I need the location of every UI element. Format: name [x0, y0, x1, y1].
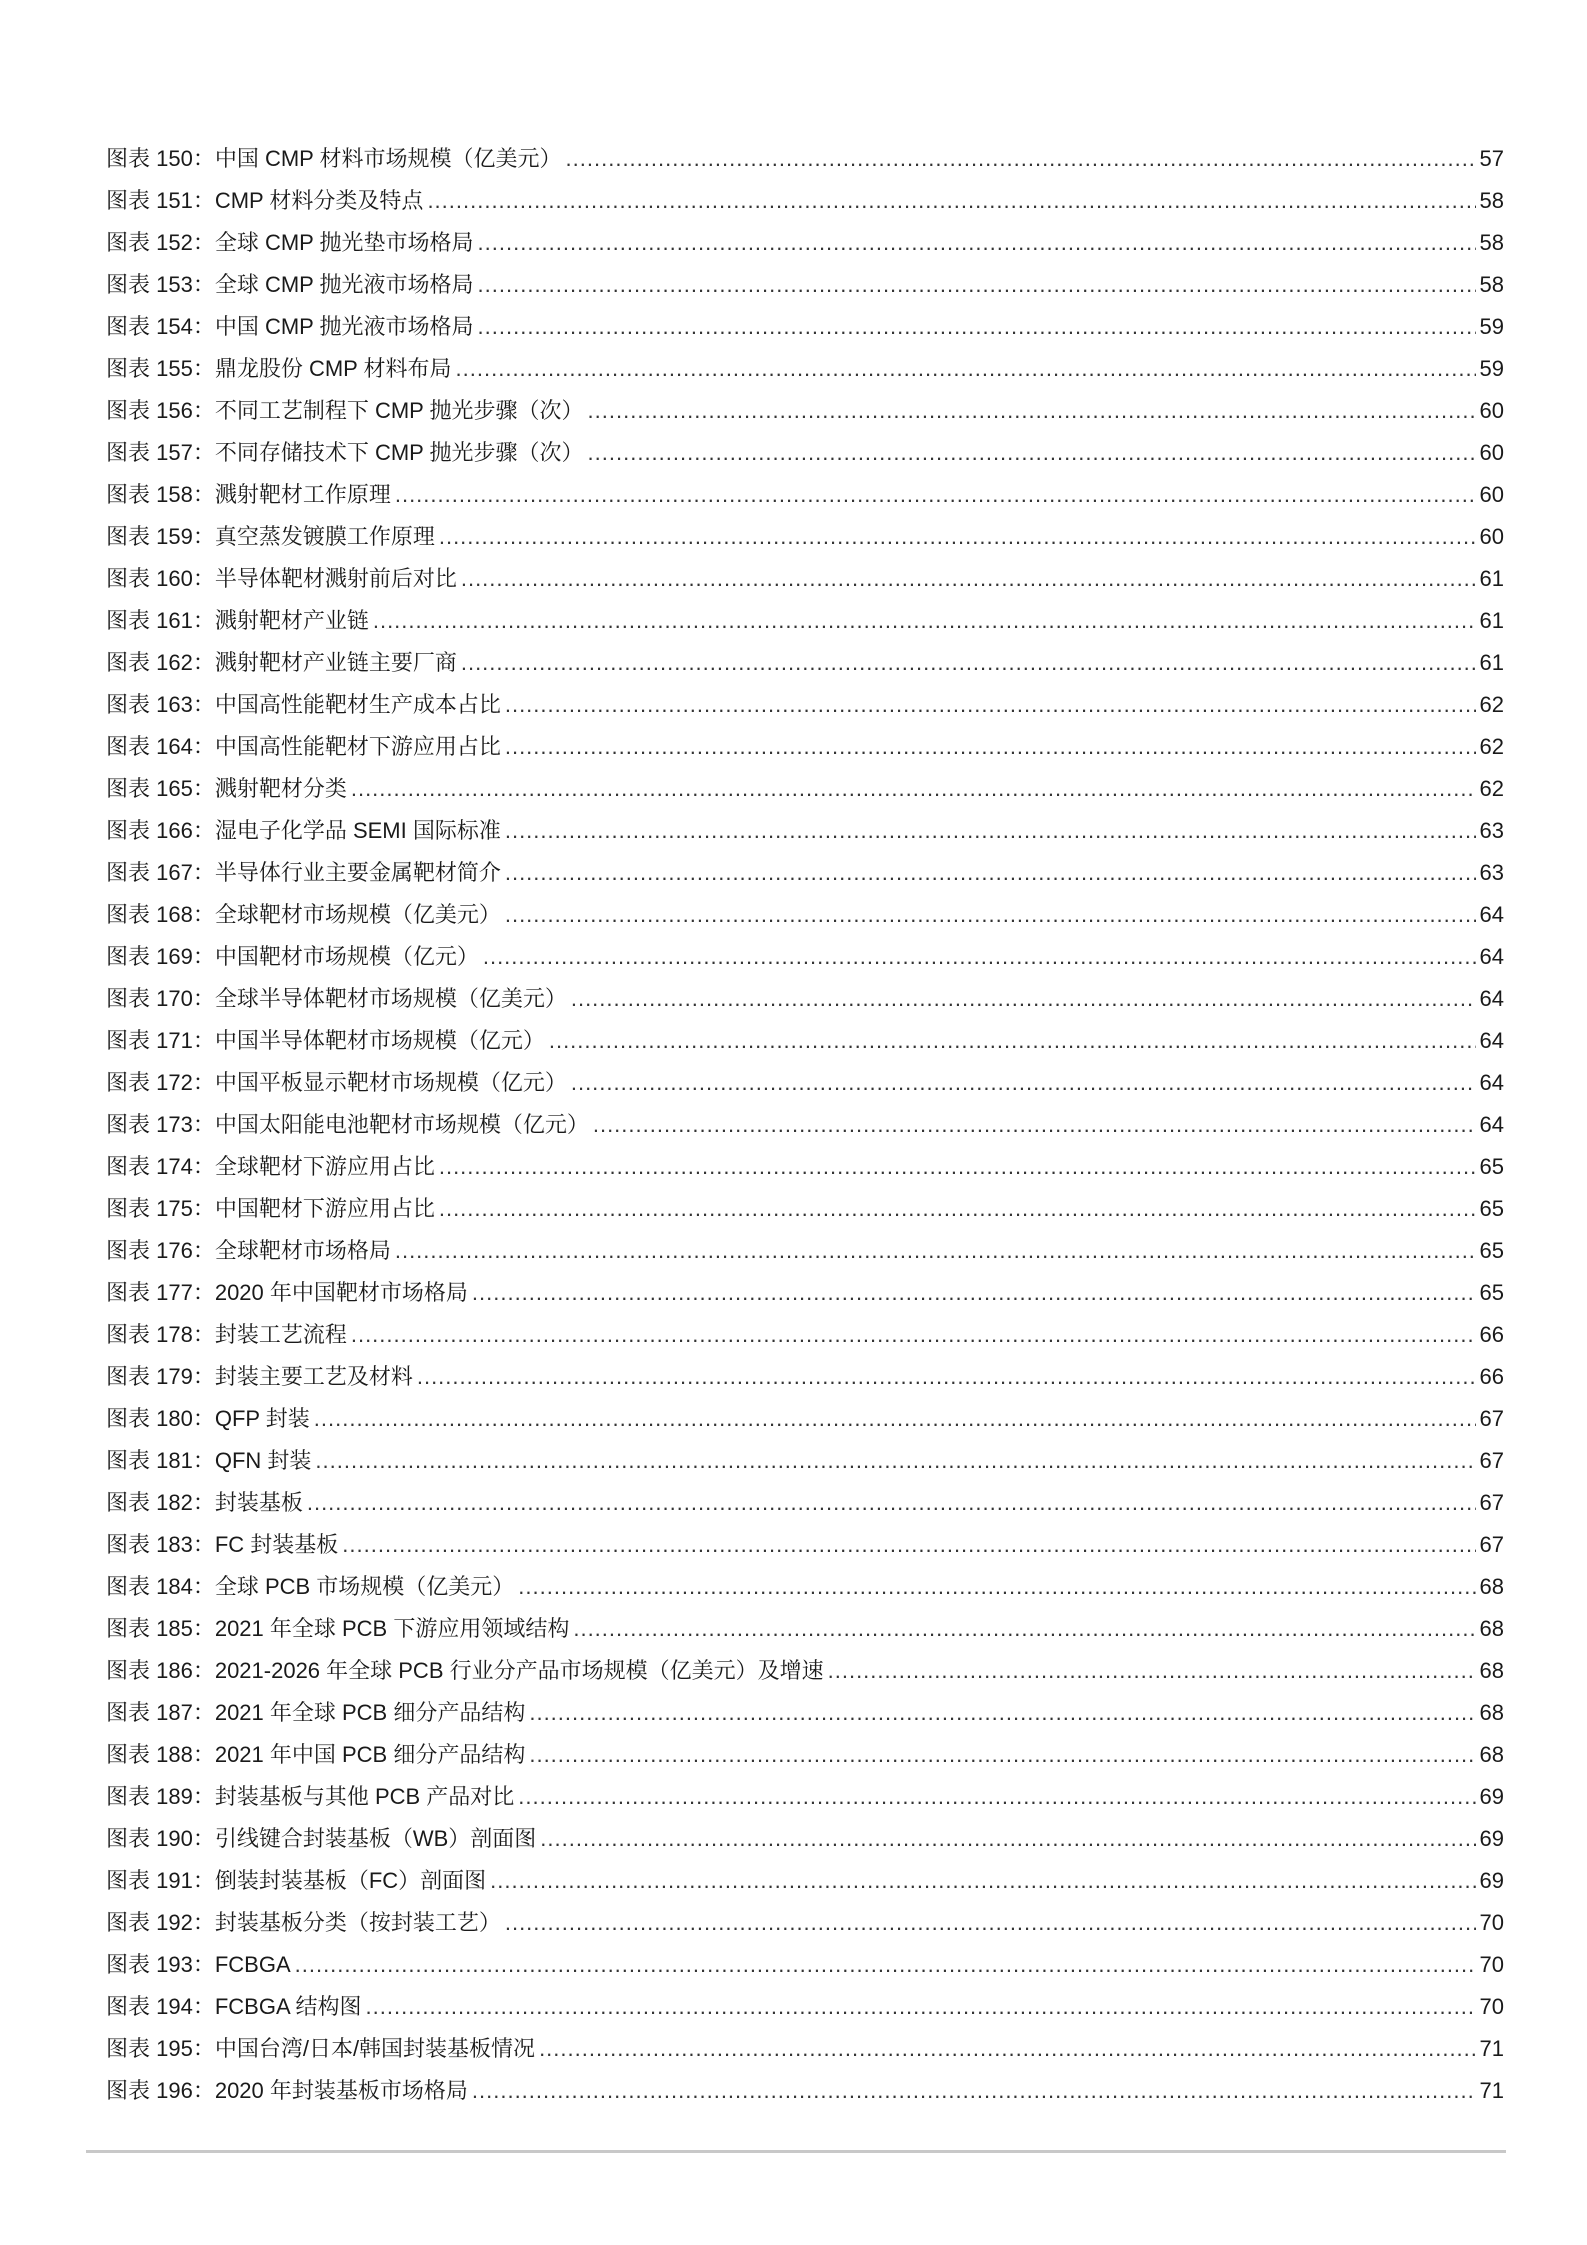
- toc-entry-label: 图表 176：: [106, 1238, 215, 1263]
- toc-entry-title: QFN 封装: [214, 1448, 312, 1473]
- dot-leader: [439, 1188, 1476, 1230]
- toc-entry-title: 全球 PCB 市场规模（亿美元）: [214, 1574, 515, 1599]
- dot-leader: [342, 1524, 1475, 1566]
- toc-entry-page-number: 63: [1479, 818, 1504, 843]
- toc-entry-page-number: 67: [1479, 1532, 1504, 1557]
- toc-entry[interactable]: [106, 1440, 1504, 1482]
- dot-leader: [472, 1272, 1476, 1314]
- dot-leader: [573, 1608, 1475, 1650]
- toc-entry[interactable]: [106, 810, 1504, 852]
- toc-entry-page-number: 61: [1479, 650, 1504, 675]
- dot-leader: [518, 1776, 1475, 1818]
- toc-entry[interactable]: [106, 852, 1504, 894]
- dot-leader: [490, 1860, 1475, 1902]
- toc-entry[interactable]: [106, 978, 1504, 1020]
- toc-entry-page-number: 64: [1479, 1070, 1504, 1095]
- dot-leader: [588, 432, 1476, 474]
- dot-leader: [529, 1692, 1475, 1734]
- toc-entry-title: 封装基板: [214, 1490, 303, 1515]
- toc-entry-page-number: 71: [1479, 2036, 1504, 2061]
- toc-entry[interactable]: [106, 894, 1504, 936]
- toc-entry-label: 图表 154：: [106, 314, 215, 339]
- toc-entry-title: 2021-2026 年全球 PCB 行业分产品市场规模（亿美元）及增速: [214, 1658, 824, 1683]
- toc-entry-title: 中国高性能靶材下游应用占比: [214, 734, 501, 759]
- toc-entry-page-number: 69: [1479, 1784, 1504, 1809]
- toc-entry-page-number: 67: [1479, 1490, 1504, 1515]
- toc-entry-label: 图表 180：: [106, 1406, 215, 1431]
- toc-entry-label: 图表 163：: [106, 692, 215, 717]
- toc-entry-label: 图表 160：: [106, 566, 215, 591]
- dot-leader: [461, 558, 1476, 600]
- toc-entry[interactable]: [106, 1146, 1504, 1188]
- dot-leader: [540, 1818, 1475, 1860]
- toc-entry[interactable]: [106, 1692, 1504, 1734]
- toc-entry-page-number: 59: [1479, 314, 1504, 339]
- toc-entry-title: 2021 年全球 PCB 下游应用领域结构: [214, 1616, 570, 1641]
- toc-entry-title: 中国 CMP 材料市场规模（亿美元）: [214, 146, 562, 171]
- toc-entry-page-number: 67: [1479, 1406, 1504, 1431]
- toc-entry-title: 溅射靶材产业链: [214, 608, 369, 633]
- toc-entry-page-number: 70: [1479, 1952, 1504, 1977]
- toc-entry-label: 图表 179：: [106, 1364, 215, 1389]
- toc-entry[interactable]: [106, 1986, 1504, 2028]
- toc-entry[interactable]: [106, 1314, 1504, 1356]
- toc-entry-page-number: 68: [1479, 1574, 1504, 1599]
- toc-entry-title: 全球靶材下游应用占比: [214, 1154, 435, 1179]
- dot-leader: [307, 1482, 1476, 1524]
- toc-entry-title: QFP 封装: [214, 1406, 310, 1431]
- dot-leader: [505, 1902, 1476, 1944]
- toc-entry[interactable]: [106, 348, 1504, 390]
- toc-entry-label: 图表 191：: [106, 1868, 215, 1893]
- dot-leader: [456, 348, 1476, 390]
- dot-leader: [351, 1314, 1476, 1356]
- toc-entry-page-number: 68: [1479, 1658, 1504, 1683]
- dot-leader: [518, 1566, 1475, 1608]
- toc-entry-title: 全球靶材市场格局: [214, 1238, 391, 1263]
- toc-entry-title: 封装主要工艺及材料: [214, 1364, 413, 1389]
- toc-entry-label: 图表 195：: [106, 2036, 215, 2061]
- toc-entry-title: 封装基板分类（按封装工艺）: [214, 1910, 501, 1935]
- dot-leader: [366, 1986, 1476, 2028]
- toc-entry[interactable]: [106, 222, 1504, 264]
- dot-leader: [314, 1398, 1476, 1440]
- toc-entry-title: 中国 CMP 抛光液市场格局: [214, 314, 474, 339]
- toc-entry[interactable]: [106, 432, 1504, 474]
- toc-entry[interactable]: [106, 1944, 1504, 1986]
- dot-leader: [295, 1944, 1476, 1986]
- toc-entry-label: 图表 159：: [106, 524, 215, 549]
- toc-entry[interactable]: [106, 600, 1504, 642]
- dot-leader: [505, 852, 1476, 894]
- dot-leader: [505, 810, 1476, 852]
- toc-entry-label: 图表 167：: [106, 860, 215, 885]
- toc-entry-title: 全球 CMP 抛光液市场格局: [214, 272, 474, 297]
- toc-entry[interactable]: [106, 1104, 1504, 1146]
- toc-entry[interactable]: [106, 1734, 1504, 1776]
- dot-leader: [439, 1146, 1476, 1188]
- toc-entry[interactable]: [106, 726, 1504, 768]
- toc-entry-title: 鼎龙股份 CMP 材料布局: [214, 356, 452, 381]
- toc-entry-page-number: 64: [1479, 944, 1504, 969]
- toc-entry[interactable]: [106, 1818, 1504, 1860]
- dot-leader: [539, 2028, 1475, 2070]
- toc-entry[interactable]: [106, 1188, 1504, 1230]
- toc-entry-title: 溅射靶材工作原理: [214, 482, 391, 507]
- dot-leader: [483, 936, 1476, 978]
- toc-entry-label: 图表 188：: [106, 1742, 215, 1767]
- table-of-figures: [106, 138, 1504, 2112]
- toc-entry-label: 图表 168：: [106, 902, 215, 927]
- toc-entry-label: 图表 189：: [106, 1784, 215, 1809]
- dot-leader: [828, 1650, 1476, 1692]
- toc-entry-page-number: 60: [1479, 398, 1504, 423]
- toc-entry-title: 全球半导体靶材市场规模（亿美元）: [214, 986, 567, 1011]
- toc-entry[interactable]: [106, 1566, 1504, 1608]
- toc-entry-page-number: 57: [1479, 146, 1504, 171]
- toc-entry-page-number: 60: [1479, 524, 1504, 549]
- toc-entry-title: 引线键合封装基板（WB）剖面图: [214, 1826, 537, 1851]
- toc-entry-page-number: 64: [1479, 1028, 1504, 1053]
- toc-entry[interactable]: [106, 642, 1504, 684]
- toc-entry-title: 中国靶材下游应用占比: [214, 1196, 435, 1221]
- toc-entry-label: 图表 173：: [106, 1112, 215, 1137]
- toc-entry-title: 不同工艺制程下 CMP 抛光步骤（次）: [214, 398, 584, 423]
- toc-entry[interactable]: [106, 138, 1504, 180]
- toc-entry-page-number: 66: [1479, 1322, 1504, 1347]
- toc-entry-title: 2021 年全球 PCB 细分产品结构: [214, 1700, 526, 1725]
- dot-leader: [529, 1734, 1475, 1776]
- toc-entry-page-number: 67: [1479, 1448, 1504, 1473]
- dot-leader: [373, 600, 1476, 642]
- dot-leader: [566, 138, 1476, 180]
- toc-entry-page-number: 62: [1479, 734, 1504, 759]
- dot-leader: [427, 180, 1475, 222]
- toc-entry-title: 不同存储技术下 CMP 抛光步骤（次）: [214, 440, 584, 465]
- toc-entry-page-number: 60: [1479, 440, 1504, 465]
- toc-entry-label: 图表 166：: [106, 818, 215, 843]
- dot-leader: [417, 1356, 1476, 1398]
- toc-entry-label: 图表 193：: [106, 1952, 215, 1977]
- dot-leader: [505, 684, 1476, 726]
- toc-entry-page-number: 64: [1479, 986, 1504, 1011]
- toc-entry-title: 溅射靶材分类: [214, 776, 347, 801]
- toc-entry-page-number: 61: [1479, 566, 1504, 591]
- toc-entry-label: 图表 181：: [106, 1448, 215, 1473]
- toc-entry[interactable]: [106, 1272, 1504, 1314]
- toc-entry[interactable]: [106, 2028, 1504, 2070]
- dot-leader: [478, 306, 1476, 348]
- dot-leader: [505, 726, 1476, 768]
- dot-leader: [395, 1230, 1476, 1272]
- toc-entry-page-number: 65: [1479, 1154, 1504, 1179]
- toc-entry[interactable]: [106, 390, 1504, 432]
- toc-entry-label: 图表 164：: [106, 734, 215, 759]
- dot-leader: [395, 474, 1476, 516]
- toc-entry-label: 图表 153：: [106, 272, 215, 297]
- toc-entry-label: 图表 170：: [106, 986, 215, 1011]
- toc-entry-page-number: 70: [1479, 1910, 1504, 1935]
- toc-entry-page-number: 68: [1479, 1742, 1504, 1767]
- toc-entry-label: 图表 183：: [106, 1532, 215, 1557]
- toc-entry-label: 图表 185：: [106, 1616, 215, 1641]
- toc-entry-label: 图表 155：: [106, 356, 215, 381]
- toc-entry-label: 图表 150：: [106, 146, 215, 171]
- toc-entry-label: 图表 178：: [106, 1322, 215, 1347]
- toc-entry-title: 封装基板与其他 PCB 产品对比: [214, 1784, 515, 1809]
- toc-entry[interactable]: [106, 684, 1504, 726]
- toc-entry-title: 中国靶材市场规模（亿元）: [214, 944, 479, 969]
- toc-entry[interactable]: [106, 516, 1504, 558]
- toc-entry-label: 图表 182：: [106, 1490, 215, 1515]
- toc-entry-page-number: 69: [1479, 1868, 1504, 1893]
- toc-entry-title: CMP 材料分类及特点: [214, 188, 424, 213]
- toc-entry-page-number: 62: [1479, 692, 1504, 717]
- dot-leader: [571, 1062, 1476, 1104]
- toc-entry-page-number: 59: [1479, 356, 1504, 381]
- toc-entry[interactable]: [106, 1776, 1504, 1818]
- toc-entry-page-number: 64: [1479, 902, 1504, 927]
- toc-entry-page-number: 62: [1479, 776, 1504, 801]
- toc-entry-page-number: 58: [1479, 188, 1504, 213]
- toc-entry-label: 图表 152：: [106, 230, 215, 255]
- toc-entry-label: 图表 156：: [106, 398, 215, 423]
- toc-entry-label: 图表 187：: [106, 1700, 215, 1725]
- toc-entry[interactable]: [106, 1902, 1504, 1944]
- toc-entry-label: 图表 165：: [106, 776, 215, 801]
- toc-entry-title: 半导体靶材溅射前后对比: [214, 566, 457, 591]
- toc-entry-label: 图表 172：: [106, 1070, 215, 1095]
- toc-entry-label: 图表 196：: [106, 2078, 215, 2103]
- toc-entry[interactable]: [106, 474, 1504, 516]
- dot-leader: [478, 264, 1476, 306]
- toc-entry-title: 全球 CMP 抛光垫市场格局: [214, 230, 474, 255]
- dot-leader: [478, 222, 1476, 264]
- toc-entry-label: 图表 184：: [106, 1574, 215, 1599]
- dot-leader: [593, 1104, 1476, 1146]
- toc-entry[interactable]: [106, 306, 1504, 348]
- toc-entry[interactable]: [106, 1020, 1504, 1062]
- toc-entry-title: 真空蒸发镀膜工作原理: [214, 524, 435, 549]
- toc-entry-label: 图表 169：: [106, 944, 215, 969]
- toc-entry[interactable]: [106, 1650, 1504, 1692]
- toc-entry-title: 倒装封装基板（FC）剖面图: [214, 1868, 487, 1893]
- toc-entry-title: 2020 年封装基板市场格局: [214, 2078, 468, 2103]
- toc-entry-page-number: 70: [1479, 1994, 1504, 2019]
- toc-entry[interactable]: [106, 2070, 1504, 2112]
- dot-leader: [439, 516, 1476, 558]
- toc-entry[interactable]: [106, 1062, 1504, 1104]
- toc-entry[interactable]: [106, 1860, 1504, 1902]
- dot-leader: [472, 2070, 1476, 2112]
- toc-entry-title: 湿电子化学品 SEMI 国际标准: [214, 818, 501, 843]
- toc-entry-title: 封装工艺流程: [214, 1322, 347, 1347]
- toc-entry-page-number: 66: [1479, 1364, 1504, 1389]
- toc-entry-title: 全球靶材市场规模（亿美元）: [214, 902, 501, 927]
- toc-entry-label: 图表 158：: [106, 482, 215, 507]
- toc-entry-label: 图表 177：: [106, 1280, 215, 1305]
- toc-entry-label: 图表 157：: [106, 440, 215, 465]
- toc-entry[interactable]: [106, 1608, 1504, 1650]
- toc-entry[interactable]: [106, 1356, 1504, 1398]
- toc-entry-page-number: 65: [1479, 1238, 1504, 1263]
- toc-entry-title: FC 封装基板: [214, 1532, 339, 1557]
- toc-entry-title: 2020 年中国靶材市场格局: [214, 1280, 468, 1305]
- toc-entry-page-number: 61: [1479, 608, 1504, 633]
- toc-entry-title: 中国台湾/日本/韩国封装基板情况: [214, 2036, 536, 2061]
- dot-leader: [588, 390, 1476, 432]
- toc-entry[interactable]: [106, 1230, 1504, 1272]
- toc-entry-label: 图表 161：: [106, 608, 215, 633]
- toc-entry[interactable]: [106, 264, 1504, 306]
- toc-entry-page-number: 68: [1479, 1616, 1504, 1641]
- toc-entry[interactable]: [106, 180, 1504, 222]
- toc-entry-page-number: 65: [1479, 1280, 1504, 1305]
- toc-entry-label: 图表 175：: [106, 1196, 215, 1221]
- toc-entry-page-number: 58: [1479, 272, 1504, 297]
- toc-entry-label: 图表 190：: [106, 1826, 215, 1851]
- toc-entry-title: FCBGA: [214, 1952, 291, 1977]
- toc-entry-page-number: 65: [1479, 1196, 1504, 1221]
- toc-entry-label: 图表 174：: [106, 1154, 215, 1179]
- toc-entry-page-number: 69: [1479, 1826, 1504, 1851]
- toc-entry-label: 图表 151：: [106, 188, 215, 213]
- toc-entry-page-number: 58: [1479, 230, 1504, 255]
- toc-entry-page-number: 63: [1479, 860, 1504, 885]
- toc-entry[interactable]: [106, 768, 1504, 810]
- toc-entry-page-number: 60: [1479, 482, 1504, 507]
- toc-entry-label: 图表 162：: [106, 650, 215, 675]
- dot-leader: [461, 642, 1476, 684]
- toc-entry-label: 图表 194：: [106, 1994, 215, 2019]
- toc-entry-title: 溅射靶材产业链主要厂商: [214, 650, 457, 675]
- toc-entry[interactable]: [106, 1398, 1504, 1440]
- toc-entry-page-number: 68: [1479, 1700, 1504, 1725]
- toc-entry-page-number: 71: [1479, 2078, 1504, 2103]
- toc-entry-title: 中国半导体靶材市场规模（亿元）: [214, 1028, 545, 1053]
- toc-entry-title: 半导体行业主要金属靶材简介: [214, 860, 501, 885]
- toc-entry[interactable]: [106, 936, 1504, 978]
- toc-entry-title: 中国高性能靶材生产成本占比: [214, 692, 501, 717]
- toc-entry-label: 图表 171：: [106, 1028, 215, 1053]
- toc-entry[interactable]: [106, 1482, 1504, 1524]
- toc-entry[interactable]: [106, 558, 1504, 600]
- footer-divider: [86, 2150, 1506, 2153]
- toc-entry-label: 图表 186：: [106, 1658, 215, 1683]
- toc-entry[interactable]: [106, 1524, 1504, 1566]
- dot-leader: [351, 768, 1476, 810]
- toc-entry-page-number: 64: [1479, 1112, 1504, 1137]
- dot-leader: [549, 1020, 1476, 1062]
- toc-entry-title: 中国太阳能电池靶材市场规模（亿元）: [214, 1112, 589, 1137]
- toc-entry-title: 2021 年中国 PCB 细分产品结构: [214, 1742, 526, 1767]
- dot-leader: [505, 894, 1476, 936]
- dot-leader: [571, 978, 1476, 1020]
- dot-leader: [315, 1440, 1475, 1482]
- toc-entry-label: 图表 192：: [106, 1910, 215, 1935]
- toc-entry-title: 中国平板显示靶材市场规模（亿元）: [214, 1070, 567, 1095]
- toc-entry-title: FCBGA 结构图: [214, 1994, 362, 2019]
